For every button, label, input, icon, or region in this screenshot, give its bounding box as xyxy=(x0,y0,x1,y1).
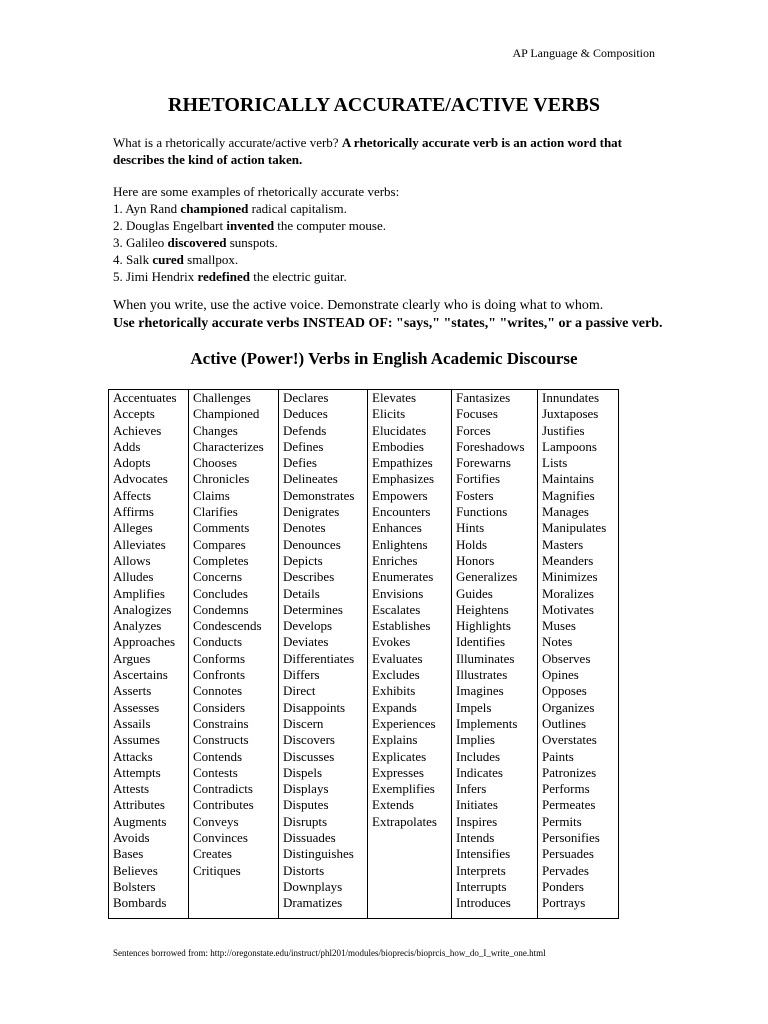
verb-item: Develops xyxy=(283,618,333,634)
verb-item: Conveys xyxy=(193,813,239,829)
verb-item: Discovers xyxy=(283,732,335,748)
verb-item: Concludes xyxy=(193,585,248,601)
verb-item: Condescends xyxy=(193,618,262,634)
verb-item: Accepts xyxy=(113,406,155,422)
verb-item: Compares xyxy=(193,536,246,552)
verb-item: Interprets xyxy=(456,862,506,878)
verb-column xyxy=(368,390,452,919)
verb-item: Juxtaposes xyxy=(542,406,599,422)
verb-item: Changes xyxy=(193,422,238,438)
source-footer: Sentences borrowed from: http://oregonstate.edu/instruct/phl201/modules/bioprecis/bioprcis_how_do_I_write_one.html xyxy=(113,948,546,958)
verb-item: Outlines xyxy=(542,715,587,731)
verb-item: Fantasizes xyxy=(456,390,511,405)
verb-item: Elicits xyxy=(372,406,406,422)
verb-item: Achieves xyxy=(113,422,162,438)
instructions xyxy=(113,297,673,333)
example-item: 1. Ayn Rand championed radical capitalism. xyxy=(113,201,347,216)
verb-item: Demonstrates xyxy=(283,487,355,503)
verb-item: Bolsters xyxy=(113,878,156,894)
verb-item: Observes xyxy=(542,650,591,666)
verb-item: Highlights xyxy=(456,618,511,634)
verb-item: Explicates xyxy=(372,748,427,764)
verb-item: Patronizes xyxy=(542,764,597,780)
verb-table xyxy=(108,389,619,919)
example-item: 4. Salk cured smallpox. xyxy=(113,252,239,267)
verb-item: Hints xyxy=(456,520,485,536)
verb-item: Impels xyxy=(456,699,492,715)
verb-item: Bombards xyxy=(113,895,167,911)
verb-item: Extends xyxy=(372,797,414,813)
verb-table-row xyxy=(109,390,619,919)
verb-item: Elevates xyxy=(372,390,417,405)
verb-item: Encounters xyxy=(372,504,431,520)
verb-item: Emphasizes xyxy=(372,471,435,487)
verb-item: Justifies xyxy=(542,422,585,438)
verb-item: Confronts xyxy=(193,667,245,683)
verb-item: Displays xyxy=(283,781,329,797)
verb-item: Manages xyxy=(542,504,589,520)
verb-item: Conducts xyxy=(193,634,243,650)
verb-item: Assumes xyxy=(113,732,160,748)
verb-item: Embodies xyxy=(372,438,424,454)
verb-item: Deviates xyxy=(283,634,329,650)
verb-item: Evaluates xyxy=(372,650,423,666)
verb-item: Distorts xyxy=(283,862,325,878)
verb-item: Comments xyxy=(193,520,250,536)
verb-item: Denounces xyxy=(283,536,341,552)
verb-item: Deduces xyxy=(283,406,328,422)
verb-column xyxy=(452,390,538,919)
verb-item: Heightens xyxy=(456,601,509,617)
verb-item: Persuades xyxy=(542,846,594,862)
verb-item: Illuminates xyxy=(456,650,515,666)
verb-item: Accentuates xyxy=(113,390,177,405)
section-subtitle: Active (Power!) Verbs in English Academic Discourse xyxy=(190,349,578,368)
verb-item: Bases xyxy=(113,846,144,862)
verb-item: Portrays xyxy=(542,895,586,911)
verb-item: Forewarns xyxy=(456,455,511,471)
verb-item: Paints xyxy=(542,748,574,764)
verb-column xyxy=(538,390,619,919)
verb-item: Determines xyxy=(283,601,343,617)
verb-item: Constructs xyxy=(193,732,249,748)
verb-item: Forces xyxy=(456,422,491,438)
examples-heading: Here are some examples of rhetorically accurate verbs: xyxy=(113,184,400,199)
verb-item: Evokes xyxy=(372,634,411,650)
verb-item: Advocates xyxy=(113,471,168,487)
verb-item: Alleviates xyxy=(113,536,166,552)
verb-item: Infers xyxy=(456,781,487,797)
verb-item: Inspires xyxy=(456,813,498,829)
verb-item: Enumerates xyxy=(372,569,434,585)
verb-item: Delineates xyxy=(283,471,338,487)
verb-item: Challenges xyxy=(193,390,251,405)
verb-item: Adds xyxy=(113,438,141,454)
verb-item: Direct xyxy=(283,683,316,699)
verb-item: Defies xyxy=(283,455,317,471)
verb-item: Interrupts xyxy=(456,878,507,894)
verb-item: Contributes xyxy=(193,797,254,813)
verb-item: Critiques xyxy=(193,862,241,878)
verb-item: Motivates xyxy=(542,601,594,617)
verb-item: Ascertains xyxy=(113,667,168,683)
verb-column xyxy=(279,390,368,919)
verb-item: Minimizes xyxy=(542,569,598,585)
verb-item: Analogizes xyxy=(113,601,172,617)
verb-item: Includes xyxy=(456,748,501,764)
verb-item: Indicates xyxy=(456,764,503,780)
verb-item: Depicts xyxy=(283,552,323,568)
verb-item: Disputes xyxy=(283,797,329,813)
verb-item: Affirms xyxy=(113,504,154,520)
verb-item: Considers xyxy=(193,699,245,715)
verb-item: Conforms xyxy=(193,650,245,666)
verb-item: Describes xyxy=(283,569,335,585)
verb-item: Imagines xyxy=(456,683,504,699)
verb-item: Pervades xyxy=(542,862,589,878)
verb-item: Avoids xyxy=(113,830,150,846)
verb-item: Lampoons xyxy=(542,438,597,454)
verb-item: Believes xyxy=(113,862,158,878)
verb-item: Allows xyxy=(113,552,151,568)
verb-item: Contends xyxy=(193,748,243,764)
verb-item: Attempts xyxy=(113,764,161,780)
verb-item: Attests xyxy=(113,781,150,797)
verb-item: Identifies xyxy=(456,634,506,650)
verb-item: Downplays xyxy=(283,878,343,894)
verb-item: Honors xyxy=(456,552,495,568)
page-title: RHETORICALLY ACCURATE/ACTIVE VERBS xyxy=(168,94,600,116)
verb-item: Ponders xyxy=(542,878,584,894)
verb-column xyxy=(109,390,189,919)
verb-item: Alleges xyxy=(113,520,153,536)
verb-item: Lists xyxy=(542,455,568,471)
verb-item: Dramatizes xyxy=(283,895,343,911)
verb-item: Focuses xyxy=(456,406,498,422)
instructions-line: When you write, use the active voice. Demonstrate clearly who is doing what to whom. xyxy=(113,298,604,313)
verb-item: Chronicles xyxy=(193,471,250,487)
verb-item: Affects xyxy=(113,487,152,503)
verb-item: Differentiates xyxy=(283,650,355,666)
verb-item: Initiates xyxy=(456,797,498,813)
verb-item: Moralizes xyxy=(542,585,594,601)
verb-item: Enlightens xyxy=(372,536,428,552)
verb-item: Fosters xyxy=(456,487,494,503)
verb-item: Notes xyxy=(542,634,573,650)
verb-item: Adopts xyxy=(113,455,151,471)
course-header: AP Language & Composition xyxy=(512,46,655,60)
verb-item: Muses xyxy=(542,618,576,634)
verb-item: Empowers xyxy=(372,487,428,503)
verb-item: Generalizes xyxy=(456,569,518,585)
verb-item: Chooses xyxy=(193,455,238,471)
verb-item: Championed xyxy=(193,406,260,422)
verb-item: Permits xyxy=(542,813,582,829)
verb-item: Assesses xyxy=(113,699,160,715)
verb-item: Denigrates xyxy=(283,504,340,520)
intro-question: What is a rhetorically accurate/active verb? xyxy=(113,135,339,150)
verb-item: Attacks xyxy=(113,748,153,764)
verb-item: Amplifies xyxy=(113,585,165,601)
verb-item: Empathizes xyxy=(372,455,433,471)
verb-item: Guides xyxy=(456,585,493,601)
verb-item: Opines xyxy=(542,667,579,683)
verb-item: Extrapolates xyxy=(372,813,437,829)
verb-item: Introduces xyxy=(456,895,511,911)
examples-list xyxy=(113,183,673,285)
verb-item: Analyzes xyxy=(113,618,162,634)
verb-item: Discern xyxy=(283,715,324,731)
verb-item: Performs xyxy=(542,781,590,797)
verb-item: Clarifies xyxy=(193,504,238,520)
verb-item: Maintains xyxy=(542,471,594,487)
verb-item: Denotes xyxy=(283,520,326,536)
verb-item: Overstates xyxy=(542,732,597,748)
verb-item: Defines xyxy=(283,438,324,454)
verb-item: Assails xyxy=(113,715,151,731)
verb-item: Holds xyxy=(456,536,488,552)
verb-item: Convinces xyxy=(193,830,248,846)
verb-item: Expresses xyxy=(372,764,424,780)
verb-item: Alludes xyxy=(113,569,154,585)
verb-item: Asserts xyxy=(113,683,152,699)
verb-item: Exemplifies xyxy=(372,781,435,797)
verb-item: Masters xyxy=(542,536,584,552)
verb-item: Claims xyxy=(193,487,230,503)
verb-item: Manipulates xyxy=(542,520,607,536)
verb-item: Functions xyxy=(456,504,508,520)
verb-item: Dispels xyxy=(283,764,322,780)
verb-item: Intensifies xyxy=(456,846,511,862)
verb-item: Organizes xyxy=(542,699,595,715)
verb-item: Attributes xyxy=(113,797,165,813)
verb-item: Escalates xyxy=(372,601,421,617)
verb-item: Discusses xyxy=(283,748,335,764)
verb-item: Disappoints xyxy=(283,699,346,715)
verb-item: Connotes xyxy=(193,683,243,699)
intro-answer: A rhetorically accurate verb is an action word that describes the kind of action taken. xyxy=(113,135,623,167)
verb-item: Disrupts xyxy=(283,813,328,829)
verb-item: Creates xyxy=(193,846,232,862)
verb-item: Exhibits xyxy=(372,683,416,699)
example-item: 3. Galileo discovered sunspots. xyxy=(113,235,278,250)
verb-item: Implies xyxy=(456,732,495,748)
example-item: 5. Jimi Hendrix redefined the electric guitar. xyxy=(113,269,347,284)
verb-item: Illustrates xyxy=(456,667,508,683)
verb-item: Explains xyxy=(372,732,418,748)
example-item: 2. Douglas Engelbart invented the computer mouse. xyxy=(113,218,386,233)
verb-item: Contests xyxy=(193,764,238,780)
verb-item: Establishes xyxy=(372,618,431,634)
verb-item: Enhances xyxy=(372,520,422,536)
verb-item: Enriches xyxy=(372,552,418,568)
verb-item: Approaches xyxy=(113,634,176,650)
verb-item: Declares xyxy=(283,390,329,405)
verb-item: Defends xyxy=(283,422,327,438)
verb-item: Innundates xyxy=(542,390,600,405)
verb-item: Contradicts xyxy=(193,781,253,797)
verb-item: Excludes xyxy=(372,667,420,683)
intro-paragraph xyxy=(113,134,673,168)
verb-item: Foreshadows xyxy=(456,438,525,454)
verb-item: Differs xyxy=(283,667,320,683)
verb-item: Meanders xyxy=(542,552,594,568)
verb-item: Condemns xyxy=(193,601,249,617)
verb-item: Envisions xyxy=(372,585,424,601)
verb-item: Completes xyxy=(193,552,249,568)
verb-item: Dissuades xyxy=(283,830,336,846)
verb-item: Details xyxy=(283,585,320,601)
verb-item: Augments xyxy=(113,813,167,829)
verb-item: Implements xyxy=(456,715,518,731)
verb-item: Characterizes xyxy=(193,438,264,454)
verb-item: Expands xyxy=(372,699,417,715)
verb-item: Intends xyxy=(456,830,495,846)
verb-item: Fortifies xyxy=(456,471,501,487)
verb-item: Permeates xyxy=(542,797,596,813)
verb-column xyxy=(189,390,279,919)
verb-item: Magnifies xyxy=(542,487,595,503)
verb-item: Personifies xyxy=(542,830,600,846)
verb-item: Experiences xyxy=(372,715,436,731)
verb-item: Argues xyxy=(113,650,151,666)
verb-item: Concerns xyxy=(193,569,243,585)
verb-item: Elucidates xyxy=(372,422,427,438)
instructions-emphasis: Use rhetorically accurate verbs INSTEAD OF: "says," "states," "writes," or a passive verb. xyxy=(113,316,663,331)
verb-item: Constrains xyxy=(193,715,249,731)
verb-item: Opposes xyxy=(542,683,587,699)
verb-item: Distinguishes xyxy=(283,846,354,862)
